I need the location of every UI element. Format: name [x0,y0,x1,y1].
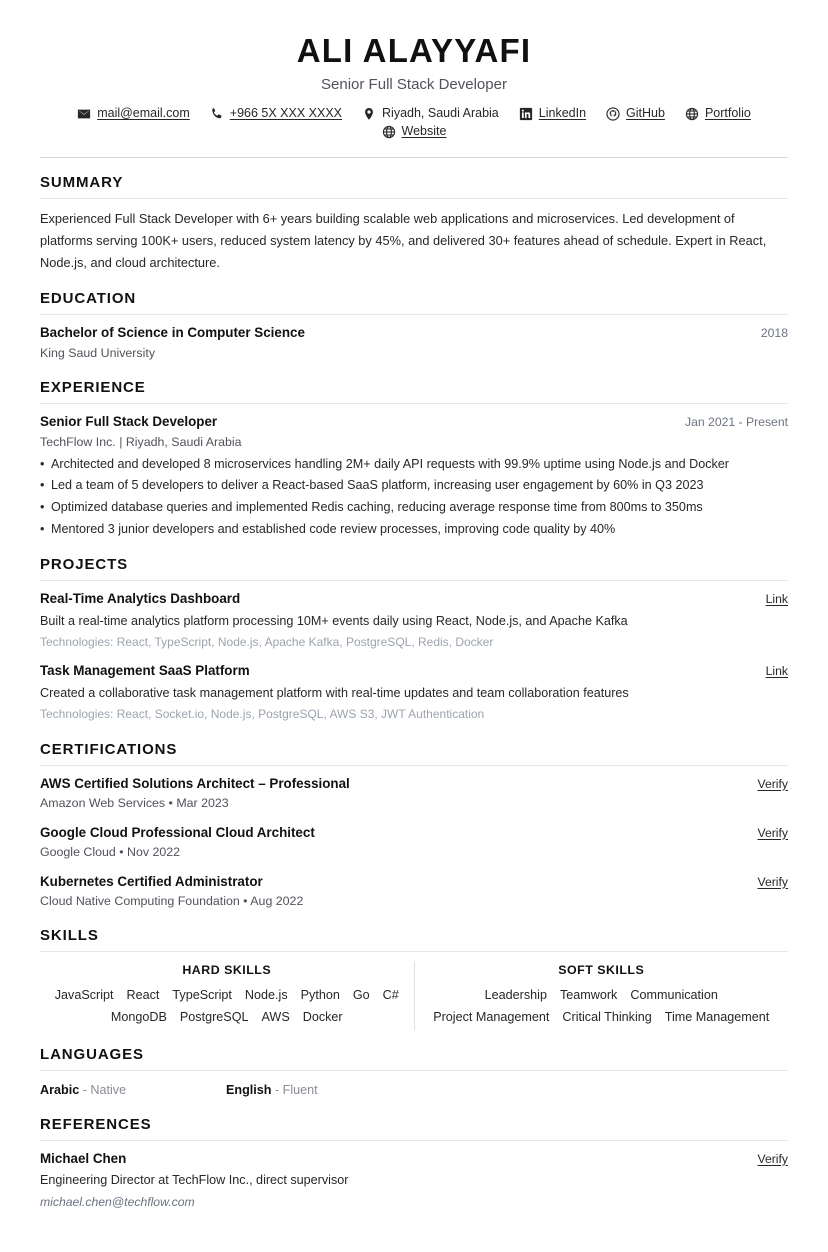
github-icon [606,107,620,121]
education-institution: King Saud University [40,345,156,360]
education-year: 2018 [760,325,788,340]
contact-portfolio[interactable] [685,107,751,121]
skill-chip: Docker [302,1010,343,1024]
experience-bullets [40,454,788,541]
hard-skills-list [52,986,402,1027]
list-item: • Optimized database queries and implemented Redis caching, reducing average response time from 800ms to 350ms [40,497,788,519]
skill-chip: MongoDB [110,1010,167,1024]
section-title-projects: PROJECTS [40,556,129,574]
contact-phone[interactable] [210,107,342,121]
soft-skills-list [427,986,777,1027]
section-title-experience: EXPERIENCE [40,378,146,396]
skill-chip: Node.js [244,988,288,1003]
contact-linkedin-label: LinkedIn [538,105,587,120]
section-certifications [40,741,788,912]
experience-entry [40,413,788,541]
certification-issuer: Amazon Web Services • Mar 2023 [40,796,229,811]
list-item: • Led a team of 5 developers to deliver a React-based SaaS platform, increasing user engagement by 60% in Q3 2023 [40,475,788,497]
contact-portfolio-label: Portfolio [704,105,751,120]
section-rule [40,1140,788,1141]
section-title-references: REFERENCES [40,1115,152,1133]
reference-entry [40,1150,788,1212]
education-entry [40,324,788,363]
project-technologies: Technologies: React, TypeScript, Node.js, Apache Kafka, PostgreSQL, Redis, Docker [40,635,494,650]
section-title-skills: SKILLS [40,927,99,945]
contact-row-primary [40,107,788,121]
project-entry-head [40,590,788,609]
project-entry [40,590,788,652]
project-name: Task Management SaaS Platform [40,663,250,679]
skill-chip: AWS [261,1010,290,1024]
candidate-headline: Senior Full Stack Developer [321,76,507,94]
contact-github[interactable] [606,107,665,121]
contact-phone-label: +966 5X XXX XXXX [229,105,343,120]
reference-email: michael.chen@techflow.com [40,1194,195,1209]
skill-chip: Time Management [664,1010,770,1024]
list-item: • Mentored 3 junior developers and established code review processes, improving code quality by 40% [40,519,788,541]
section-skills [40,927,788,1029]
skill-chip: Teamwork [559,988,618,1003]
skill-chip: PostgreSQL [179,1010,249,1024]
project-link[interactable]: Link [765,664,788,679]
globe-icon [685,107,699,121]
experience-dates: Jan 2021 - Present [685,414,788,429]
contact-row-secondary [40,125,788,139]
globe-icon [382,125,396,139]
certification-name: AWS Certified Solutions Architect – Professional [40,775,350,791]
soft-skills-title: SOFT SKILLS [558,963,645,978]
section-rule [40,314,788,315]
certification-entry-head [40,824,788,843]
hard-skills-title: HARD SKILLS [182,963,272,978]
certification-entry-head [40,873,788,892]
section-rule [40,580,788,581]
list-item: • Architected and developed 8 microservices handling 2M+ daily API requests with 99.9% uptime using Node.js and Docker [40,454,788,476]
section-rule [40,1070,788,1071]
project-description: Built a real-time analytics platform processing 10M+ events daily using React, Node.js, and Apache Kafka [40,614,628,629]
language-item [40,1080,226,1100]
contact-email[interactable] [77,107,190,121]
section-projects [40,556,788,724]
section-rule [40,403,788,404]
skill-chip: JavaScript [54,988,114,1003]
language-level: - Fluent [274,1082,318,1097]
phone-icon [210,107,224,121]
certification-verify-link[interactable]: Verify [757,776,788,791]
skill-chip: Leadership [484,988,547,1003]
section-summary [40,174,788,274]
skill-chip: C# [382,988,399,1003]
section-languages [40,1046,788,1100]
certification-name: Google Cloud Professional Cloud Architect [40,824,315,840]
project-name: Real-Time Analytics Dashboard [40,591,241,607]
languages-list [40,1080,788,1100]
reference-relation: Engineering Director at TechFlow Inc., direct supervisor [40,1173,349,1188]
certification-entry [40,873,788,912]
reference-entry-head [40,1150,788,1169]
skill-chip: TypeScript [172,988,232,1003]
envelope-icon [77,107,91,121]
contact-website[interactable] [382,125,447,139]
certification-name: Kubernetes Certified Administrator [40,873,263,889]
certification-entry [40,824,788,863]
language-item [226,1080,412,1100]
project-entry [40,662,788,724]
header-divider [40,157,788,158]
section-rule [40,765,788,766]
section-education [40,290,788,363]
certification-issuer: Cloud Native Computing Foundation • Aug 2022 [40,894,304,909]
soft-skills-column [414,961,789,1029]
project-description: Created a collaborative task management platform with real-time updates and team collaboration features [40,686,629,701]
candidate-name: ALI ALAYYAFI [296,32,532,69]
map-pin-icon [362,107,376,121]
section-title-certifications: CERTIFICATIONS [40,740,178,758]
contact-linkedin[interactable] [519,107,586,121]
contact-github-label: GitHub [626,105,665,120]
certification-issuer: Google Cloud • Nov 2022 [40,845,181,860]
language-name: Arabic [40,1082,80,1097]
certification-verify-link[interactable]: Verify [757,825,788,840]
project-technologies: Technologies: React, Socket.io, Node.js, PostgreSQL, AWS S3, JWT Authentication [40,707,485,722]
section-title-education: EDUCATION [40,289,137,307]
experience-role: Senior Full Stack Developer [40,413,218,429]
certification-entry [40,775,788,814]
language-level: - Native [82,1082,127,1097]
section-experience [40,379,788,541]
education-degree: Bachelor of Science in Computer Science [40,324,305,340]
education-entry-head [40,324,788,343]
summary-text: Experienced Full Stack Developer with 6+ years building scalable web applications and microservices. Led development of platforms serving 100K+ users, reduced system latency by 45%, and delivered 30+ features ahead of schedule. Expert in React, Node.js, and cloud architecture. [40,210,767,270]
skill-chip: Go [352,988,370,1003]
skill-chip: Critical Thinking [562,1010,652,1024]
hard-skills-column [40,961,414,1029]
contact-email-label: mail@email.com [97,105,190,120]
section-rule [40,198,788,199]
certification-entry-head [40,775,788,794]
skill-chip: Communication [630,988,718,1003]
skill-chip: Project Management [433,1010,550,1024]
section-title-languages: LANGUAGES [40,1045,144,1063]
contact-location [362,107,499,121]
language-name: English [226,1082,272,1097]
section-rule [40,951,788,952]
reference-verify-link[interactable]: Verify [757,1151,788,1166]
linkedin-icon [519,107,533,121]
experience-entry-head [40,413,788,432]
certification-verify-link[interactable]: Verify [757,874,788,889]
section-references [40,1116,788,1212]
project-entry-head [40,662,788,681]
skill-chip: Python [300,988,340,1003]
project-link[interactable]: Link [765,592,788,607]
contact-location-label: Riyadh, Saudi Arabia [382,105,499,120]
skill-chip: React [126,988,160,1003]
resume-header [40,30,788,158]
reference-name: Michael Chen [40,1150,127,1166]
skills-grid [40,961,788,1029]
contact-website-label: Website [401,123,447,138]
section-title-summary: SUMMARY [40,173,124,191]
experience-company: TechFlow Inc. | Riyadh, Saudi Arabia [40,434,242,449]
